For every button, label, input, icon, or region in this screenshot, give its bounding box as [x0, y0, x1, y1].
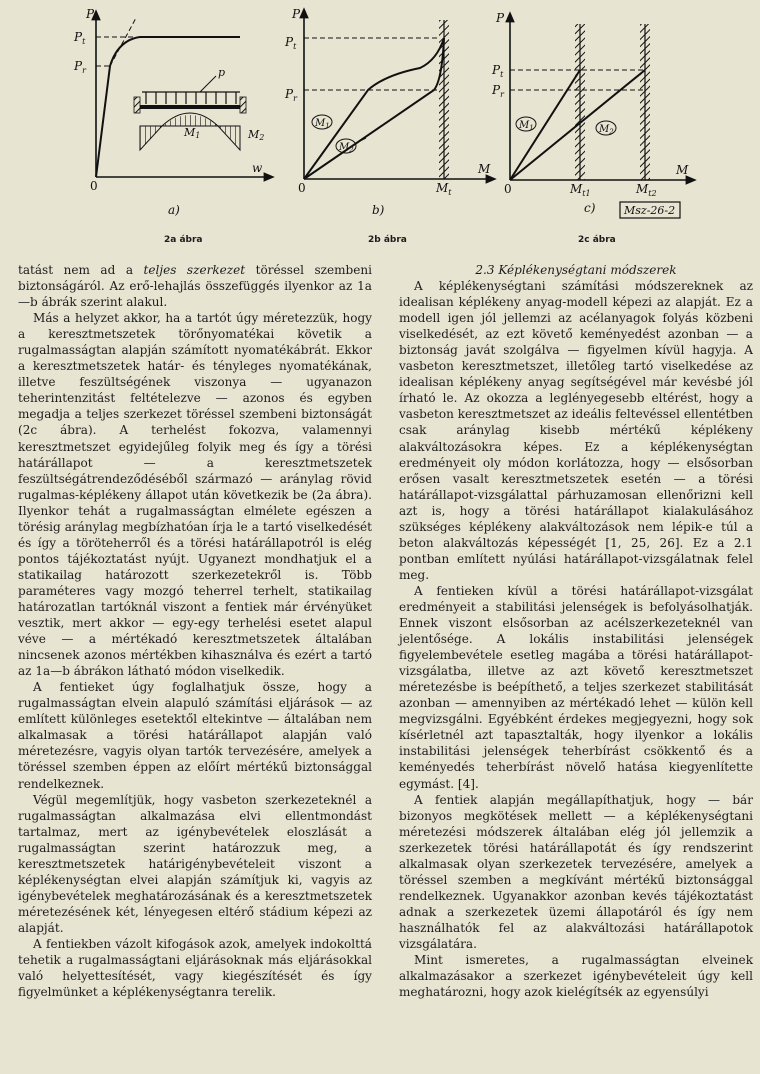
fig-a-label-pr: $P_r$ — [74, 59, 86, 75]
fig-c-stamp: Msz-26-2 — [624, 204, 676, 217]
left-paragraph-0 — [18, 262, 372, 310]
fig-a-label-pt: $P_t$ — [74, 30, 86, 46]
fig-a-moment-ends-right — [218, 126, 240, 150]
fig-a-moment-span-fill — [162, 115, 218, 126]
left-paragraph-4: A fentiekben vázolt kifogások azok, amelyek indokolttá tehetik a rugalmasságtani eljárásoknak más eljárásokkal való helyettesítését, vagy kiegészítését és így figyelmünket a képlékenységtanra terelik. — [18, 936, 372, 1000]
caption-2a: 2a ábra — [164, 235, 203, 245]
fig-c-label-mt2: $M_{t2}$ — [636, 182, 657, 198]
right-paragraph-4: Mint ismeretes, a rugalmasságtan elveinek alkalmazásakor a szerkezet igénybevételeit úgy kell meghatározni, hogy azok kielégítsék az egyensúlyi — [399, 953, 753, 1000]
fig-a-label-w: w — [252, 161, 263, 175]
fig-a-load-pointer — [200, 76, 216, 92]
fig-b-label-mt: $M_t$ — [436, 181, 452, 197]
fig-b-m2-leader — [356, 138, 366, 143]
right-column — [399, 262, 753, 1000]
fig-a-label-m1: M1 — [184, 126, 201, 140]
left-p0-emphasis: teljes szerkezet — [143, 263, 246, 277]
caption-2c: 2c ábra — [578, 235, 616, 245]
figure-a — [73, 7, 270, 217]
right-paragraph-2: A fentieken kívül a törési határállapot-vizsgálat eredményeit a stabilitási jelenségek is befolyásolhatják. Ennek viszont elsősorban az acélszerkezeteknél van jelentősége. A lokális instabilitási jelenségek figyelembevétele esetleg magába a törési határállapot-vizsgálatba, illetve az azt követő keresztmetszet méretezésbe is beépíthető, a teljes szerkezet stabilitását azonban — amennyiben az mértékadó lehet — külön kell megvizsgálni. Egyébként érdekes megjegyezni, hogy sok kísérletnél azt tapasztalták, hogy ilyenkor a lokális instabilitási jelenségek teherbírást csökkentő és a keményedés teherbírást növelő hatása kiegyenlítette egymást. [4]. — [399, 583, 753, 791]
fig-a-label-p-axis: P — [86, 7, 95, 21]
fig-a-support-left — [134, 97, 140, 113]
fig-b-label-m1: $M_1$ — [315, 118, 330, 130]
left-paragraph-1: Más a helyzet akkor, ha a tartót úgy méretezzük, hogy a keresztmetszetek törőnyomatékai követik a rugalmasságtan alapján számított nyomatékábrát. Ekkor a keresztmetszetek határ- és tényleges nyomatékának, illetve feszültségének viszonya — ugyanazon teherintenzitást feltételezve — azonos és egyben megadja a teljes szerkezet töréssel szembeni biztonságát (2c ábra). A terhelést fokozva, valamennyi keresztmetszet egyidejűleg folyik meg és így a törési határállapot — a keresztmetszetek feszültségátrendeződéséből származó — aránylag rövid rugalmas-képlékeny állapot után következik be (2a ábra). Ilyenkor tehát a rugalmasságtan elmélete egészen a törésig aránylag megbízhatóan írja le a tartó viselkedését és így a töröteherről és a törési határállapotról is elég pontos tájékoztatást nyújt. Ugyanezt mondhatjuk el a statikailag határozott szerkezetekről is. Több paraméteres vagy mozgó teherrel terhelt, statikailag határozatlan tartóknál viszont a fentiek már érvényüket vesztik, mert akkor — egy-egy terhelési esetet alapul véve — a mértékadó keresztmetszetek általában nincsenek azonos mértékben kihasználva és ezért a tartó az 1a—b ábrákon látható módon viselkedik. — [18, 311, 372, 679]
fig-c-label-origin: 0 — [504, 182, 512, 196]
fig-c-label-mt1: $M_{t1}$ — [570, 182, 591, 198]
right-paragraph-3: A fentiek alapján megállapíthatjuk, hogy — bár bizonyos megkötések mellett — a képlékenységtani méretezési módszerek általában elég jól jellemzik a szerkezetek törési határállapotát és így rendszerint alkalmasak olyan szerkezetek tervezésére, amelyek a töréssel szemben a megkívánt mértékű biztonsággal rendelkeznek. Ugyanakkor azonban kevés tájékoztatást adnak a szerkezetek üzemi állapotáról és így nem használhatók fel az alakváltozási határállapotok vizsgálatára. — [399, 792, 753, 951]
fig-a-sublabel: a) — [168, 203, 180, 217]
left-column — [18, 262, 372, 1000]
right-paragraph-1: A képlékenységtani számítási módszereknek az idealisan képlékeny anyag-modell képezi az alapját. Ez a modell igen jól jellemzi az acélanyagok folyás közbeni viselkedését, az ezt követő keményedést azonban — a biztonság javát szolgálva — figyelmen kívül hagyja. A vasbeton keresztmetszet, illetőleg tartó viselkedése az idealisan képlékeny anyag segítségével már kevésbé jól írható le. Az okozza a leglényegesebb eltérést, hogy a vasbeton keresztmetszet az ideális feltevéssel ellentétben csak aránylag kisebb mértékű képlékeny alakváltozásokra képes. Ez a képlékenységtan eredményeit oly módon korlátozza, hogy — elsősorban erősen vasalt keresztmetszetek esetén — a törési határállapot-vizsgálattal párhuzamosan ellenőrizni kell azt is, hogy a törési határállapot kialakulásához szükséges képlékeny alakváltozások nem lépik-e túl a beton alakváltozás képességét [1, 25, 26]. Ez a 2.1 pontban említett nyúlási határállapot-vizsgálatnak felel meg. — [399, 279, 753, 582]
fig-c-label-p-axis: P — [496, 11, 505, 25]
fig-c-label-m2: $M_2$ — [599, 124, 614, 136]
fig-c-label-pr: $P_r$ — [492, 83, 504, 99]
fig-a-label-load: p — [218, 66, 226, 79]
fig-b-sublabel: b) — [372, 203, 385, 217]
fig-c-label-pt: $P_t$ — [492, 63, 504, 79]
figure-b — [284, 7, 492, 217]
fig-a-moment-ends-left — [140, 126, 162, 150]
left-paragraph-3: Végül megemlítjük, hogy vasbeton szerkezeteknél a rugalmasságtan alkalmazása elvi ellentmondást tartalmaz, mert az igénybevételek eloszlását a rugalmasságtan szerint határozzuk meg, a keresztmetszetek határigénybevételeit viszont a képlékenységtan elvei alapján számítjuk ki, vagyis az igénybevételek meghatározásának és a keresztmetszetek méretezésének két, lényegesen eltérő stádium képezi az alapját. — [18, 792, 372, 935]
figure-c — [491, 11, 692, 218]
fig-b-label-m2: $M_2$ — [339, 142, 354, 154]
left-p0-text-a: tatást nem ad a — [18, 263, 144, 277]
fig-b-label-pt: $P_t$ — [285, 35, 297, 51]
fig-a-label-origin: 0 — [90, 179, 98, 193]
fig-a-beam — [140, 105, 240, 109]
fig-b-curve-m2 — [304, 38, 444, 179]
section-heading: 2.3 Képlékenységtani módszerek — [475, 263, 677, 277]
fig-b-label-origin: 0 — [298, 181, 306, 195]
fig-a-support-right — [240, 97, 246, 113]
fig-a-elastic-dashed — [110, 18, 136, 66]
fig-a-label-m2: M2 — [248, 128, 265, 142]
fig-b-curve-m1 — [304, 38, 444, 179]
caption-2b: 2b ábra — [368, 235, 407, 245]
fig-a-load-arrows — [146, 92, 236, 104]
fig-b-label-p-axis: P — [292, 7, 301, 21]
figure-2 — [0, 0, 760, 258]
left-p0-text-b: töréssel szembeni biztonságáról. Az erő-lehajlás összefüggés ilyenkor az 1a—b ábrák szerint alakul. — [18, 263, 372, 310]
fig-c-sublabel: c) — [584, 201, 596, 215]
fig-b-label-m: M — [478, 162, 491, 176]
fig-c-label-m1: $M_1$ — [519, 120, 534, 132]
fig-b-label-pr: $P_r$ — [285, 87, 297, 103]
left-paragraph-2: A fentieket úgy foglalhatjuk össze, hogy a rugalmasságtan elvein alapuló számítási eljárások — az említett különleges esetektől eltekintve — általában nem alkalmasak a törési határállapot alapján való méretezésre, vagyis olyan tartók tervezésére, amelyek a töréssel szemben éppen az előírt mértékű biztonsággal rendelkeznek. — [18, 680, 372, 791]
fig-c-label-m: M — [676, 163, 689, 177]
